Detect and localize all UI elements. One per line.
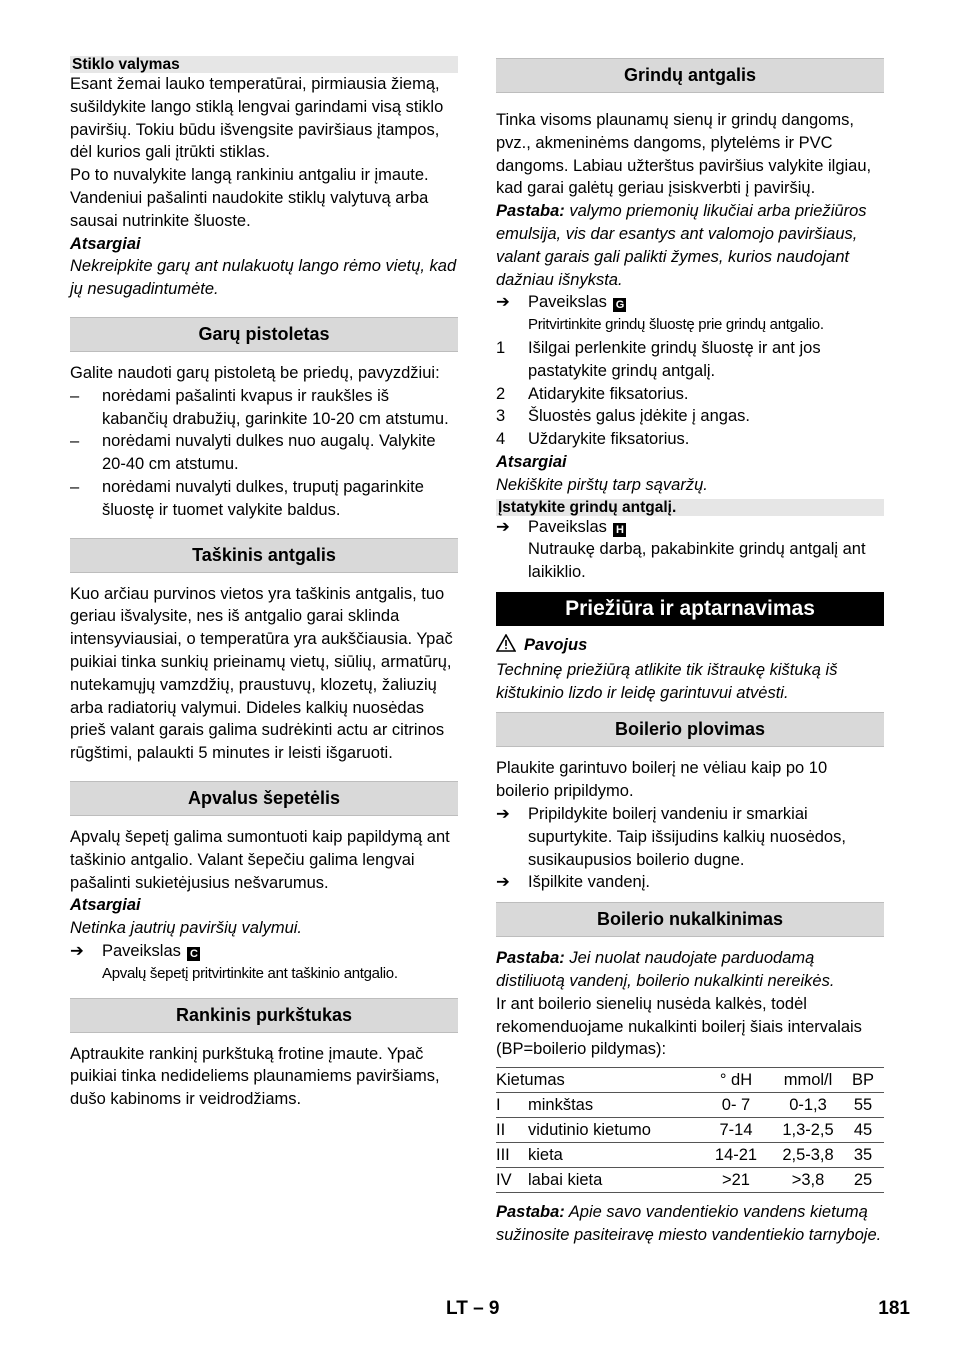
paragraph: Esant žemai lauko temperatūrai, pirmiausia žiemą, sušildykite lango stiklą lengvai garindami visą stiklo paviršių. Tokiu būdu išvengsite paviršiaus įtampos, dėl kurios gali įtrūkti stiklas. xyxy=(70,75,444,162)
dash-marker: – xyxy=(70,432,80,451)
list-item: – norėdami pašalinti kvapus ir raukšles iš kabančių drabužių, garinkite 10-20 cm atstumu. xyxy=(70,386,449,428)
note: Pastaba: Jei nuolat naudojate parduodamą distiliuotą vandenį, boilerio nukalkinti nereikės. xyxy=(496,949,835,990)
left-column xyxy=(70,56,458,1111)
paragraph: Ir ant boilerio sienelių nusėda kalkės, todėl rekomenduojame nukalkinti boilerį šiais intervalais (BP=boilerio pildymas): xyxy=(496,994,862,1059)
arrow-icon: ➔ xyxy=(496,293,510,312)
caution-label: Atsargiai xyxy=(70,234,141,253)
arrow-item: ➔ Pripildykite boilerį vandeniu ir smarkiai supurtykite. Taip išsijudins kalkių nuosėdos, susikaupusios boilerio dugne. xyxy=(496,804,846,869)
paragraph: Plaukite garintuvo boilerį ne vėliau kaip po 10 boilerio pripildymo. xyxy=(496,759,828,801)
table-row: I minkštas 0- 7 0-1,3 55 xyxy=(496,1093,884,1118)
arrow-icon: ➔ xyxy=(70,941,84,960)
arrow-icon: ➔ xyxy=(496,873,510,892)
caution-text: Nekreipkite garų ant nulakuotų lango rėmo vietų, kad jų nesugadintumėte. xyxy=(70,257,457,299)
step-item: 3 Šluostės galus įdėkite į angas. xyxy=(496,407,750,426)
figure-text: Nutraukę darbą, pakabinkite grindų antgalį ant laikiklio. xyxy=(528,540,866,582)
list-item: – norėdami nuvalyti dulkes, truputį pagarinkite šluostę ir tuomet valykite baldus. xyxy=(70,477,424,519)
danger-text: Techninę priežiūrą atlikite tik ištraukę kištuką iš kištukinio lizdo ir leidę garintuvui atvėsti. xyxy=(496,660,838,702)
warning-triangle-icon xyxy=(496,634,516,659)
step-item: 1 Išilgai perlenkite grindų šluostę ir ant jos pastatykite grindų antgalį. xyxy=(496,338,821,380)
caution-text: Netinka jautrių paviršių valymui. xyxy=(70,919,303,938)
note-label: Pastaba: xyxy=(496,949,565,968)
figure-letter: G xyxy=(613,298,626,312)
table-header: Kietumas xyxy=(496,1068,698,1093)
paragraph: Aptraukite rankinį purkštuką frotine įmaute. Ypač puikiai tinka nedideliems plaunamiems paviršiams, dušo kabinoms ir veidrodžiams. xyxy=(70,1044,440,1109)
note-label: Pastaba: xyxy=(496,1203,565,1222)
figure-letter: H xyxy=(613,523,626,537)
section-title-taskinis: Taškinis antgalis xyxy=(70,538,458,573)
caution-text: Nekiškite pirštų tarp sąvaržų. xyxy=(496,475,708,494)
section-title-nukalkinimas: Boilerio nukalkinimas xyxy=(496,902,884,937)
step-item: 2 Atidarykite fiksatorius. xyxy=(496,384,689,403)
right-column xyxy=(496,58,884,1247)
table-header: BP xyxy=(842,1068,884,1093)
dash-marker: – xyxy=(70,477,80,496)
table-header-row xyxy=(496,1068,884,1093)
figure-ref: ➔ Paveikslas C xyxy=(70,940,458,963)
table-row: II vidutinio kietumo 7-14 1,3-2,5 45 xyxy=(496,1118,884,1143)
note: Pastaba: Apie savo vandentiekio vandens kietumą sužinosite pasiteiravę miesto vandentiekio tarnyboje. xyxy=(496,1203,882,1244)
paragraph: Galite naudoti garų pistoletą be priedų, pavyzdžiui: xyxy=(70,363,440,382)
hardness-table xyxy=(496,1067,884,1193)
paragraph: Apvalų šepetį galima sumontuoti kaip papildymą ant taškinio antgalio. Valant šepečiu galima lengvai pašalinti sukietėjusius nešvarumus. xyxy=(70,827,450,892)
table-row: III kieta 14-21 2,5-3,8 35 xyxy=(496,1143,884,1168)
caution-label: Atsargiai xyxy=(70,896,141,915)
section-title-apvalus: Apvalus šepetėlis xyxy=(70,781,458,816)
table-header: ° dH xyxy=(698,1068,774,1093)
footer-section-label: LT – 9 xyxy=(446,1298,500,1319)
figure-letter: C xyxy=(187,947,200,961)
section-title-grindu: Grindų antgalis xyxy=(496,58,884,93)
paragraph: Po to nuvalykite langą rankiniu antgaliu ir įmaute. Vandeniui pašalinti naudokite stiklų valytuvą arba sausai nutrinkite šluoste. xyxy=(70,166,429,230)
arrow-item: ➔ Išpilkite vandenį. xyxy=(496,871,884,894)
figure-text: Pritvirtinkite grindų šluostę prie grindų antgalio. xyxy=(528,316,824,334)
paragraph: Tinka visoms plaunamų sienų ir grindų dangoms, pvz., akmeninėms dangoms, plytelėms ir PVC dangoms. Labiau užterštus paviršius valykite ilgiau, kad garai galėtų geriau įsiskverbti į paviršių. xyxy=(496,111,872,198)
danger-heading: Pavojus xyxy=(496,634,884,659)
note-label: Pastaba: xyxy=(496,202,565,221)
section-title-plovimas: Boilerio plovimas xyxy=(496,712,884,747)
table-header: mmol/l xyxy=(774,1068,842,1093)
list-item: – norėdami nuvalyti dulkes nuo augalų. Valykite 20-40 cm atstumu. xyxy=(70,432,436,474)
step-item: 4 Uždarykite fiksatorius. xyxy=(496,430,690,449)
figure-ref: ➔ Paveikslas H xyxy=(496,516,884,539)
section-title-garu: Garų pistoletas xyxy=(70,317,458,352)
figure-ref: ➔ Paveikslas G xyxy=(496,291,884,314)
caution-label: Atsargiai xyxy=(496,452,567,471)
dash-marker: – xyxy=(70,386,80,405)
page-number: 181 xyxy=(878,1298,910,1319)
arrow-icon: ➔ xyxy=(496,804,510,823)
chapter-title-prieziura: Priežiūra ir aptarnavimas xyxy=(496,592,884,626)
arrow-icon: ➔ xyxy=(496,517,510,536)
note: Pastaba: valymo priemonių likučiai arba priežiūros emulsija, vis dar esantys ant valomojo paviršiaus, valant garais gali palikti žymes, kurios naudojant dažniau išnyksta. xyxy=(496,202,867,289)
section-title-istatykite: Įstatykite grindų antgalį. xyxy=(496,499,884,516)
figure-text: Apvalų šepetį pritvirtinkite ant taškinio antgalio. xyxy=(102,964,398,982)
section-title-stiklo: Stiklo valymas xyxy=(70,56,458,73)
table-row: IV labai kieta >21 >3,8 25 xyxy=(496,1168,884,1193)
section-title-rankinis: Rankinis purkštukas xyxy=(70,998,458,1033)
paragraph: Kuo arčiau purvinos vietos yra taškinis antgalis, tuo geriau išvalysite, nes iš antgalio garai sklinda intensyviausiai, o temperatūra yra aukščiausia. Ypač puikiai tinka sunkių prieinamų vietų, siūlių, armatūrų, nutekamųjų vamzdžių, praustuvų, klozetų, žaliuzių arba radiatorių valymui. Dideles kalkių nuosėdas prieš valant garais galima sudrėkinti actu ar citrinos rūgštimi, palaukti 5 minutes ir leisti išgaruoti. xyxy=(70,584,453,763)
